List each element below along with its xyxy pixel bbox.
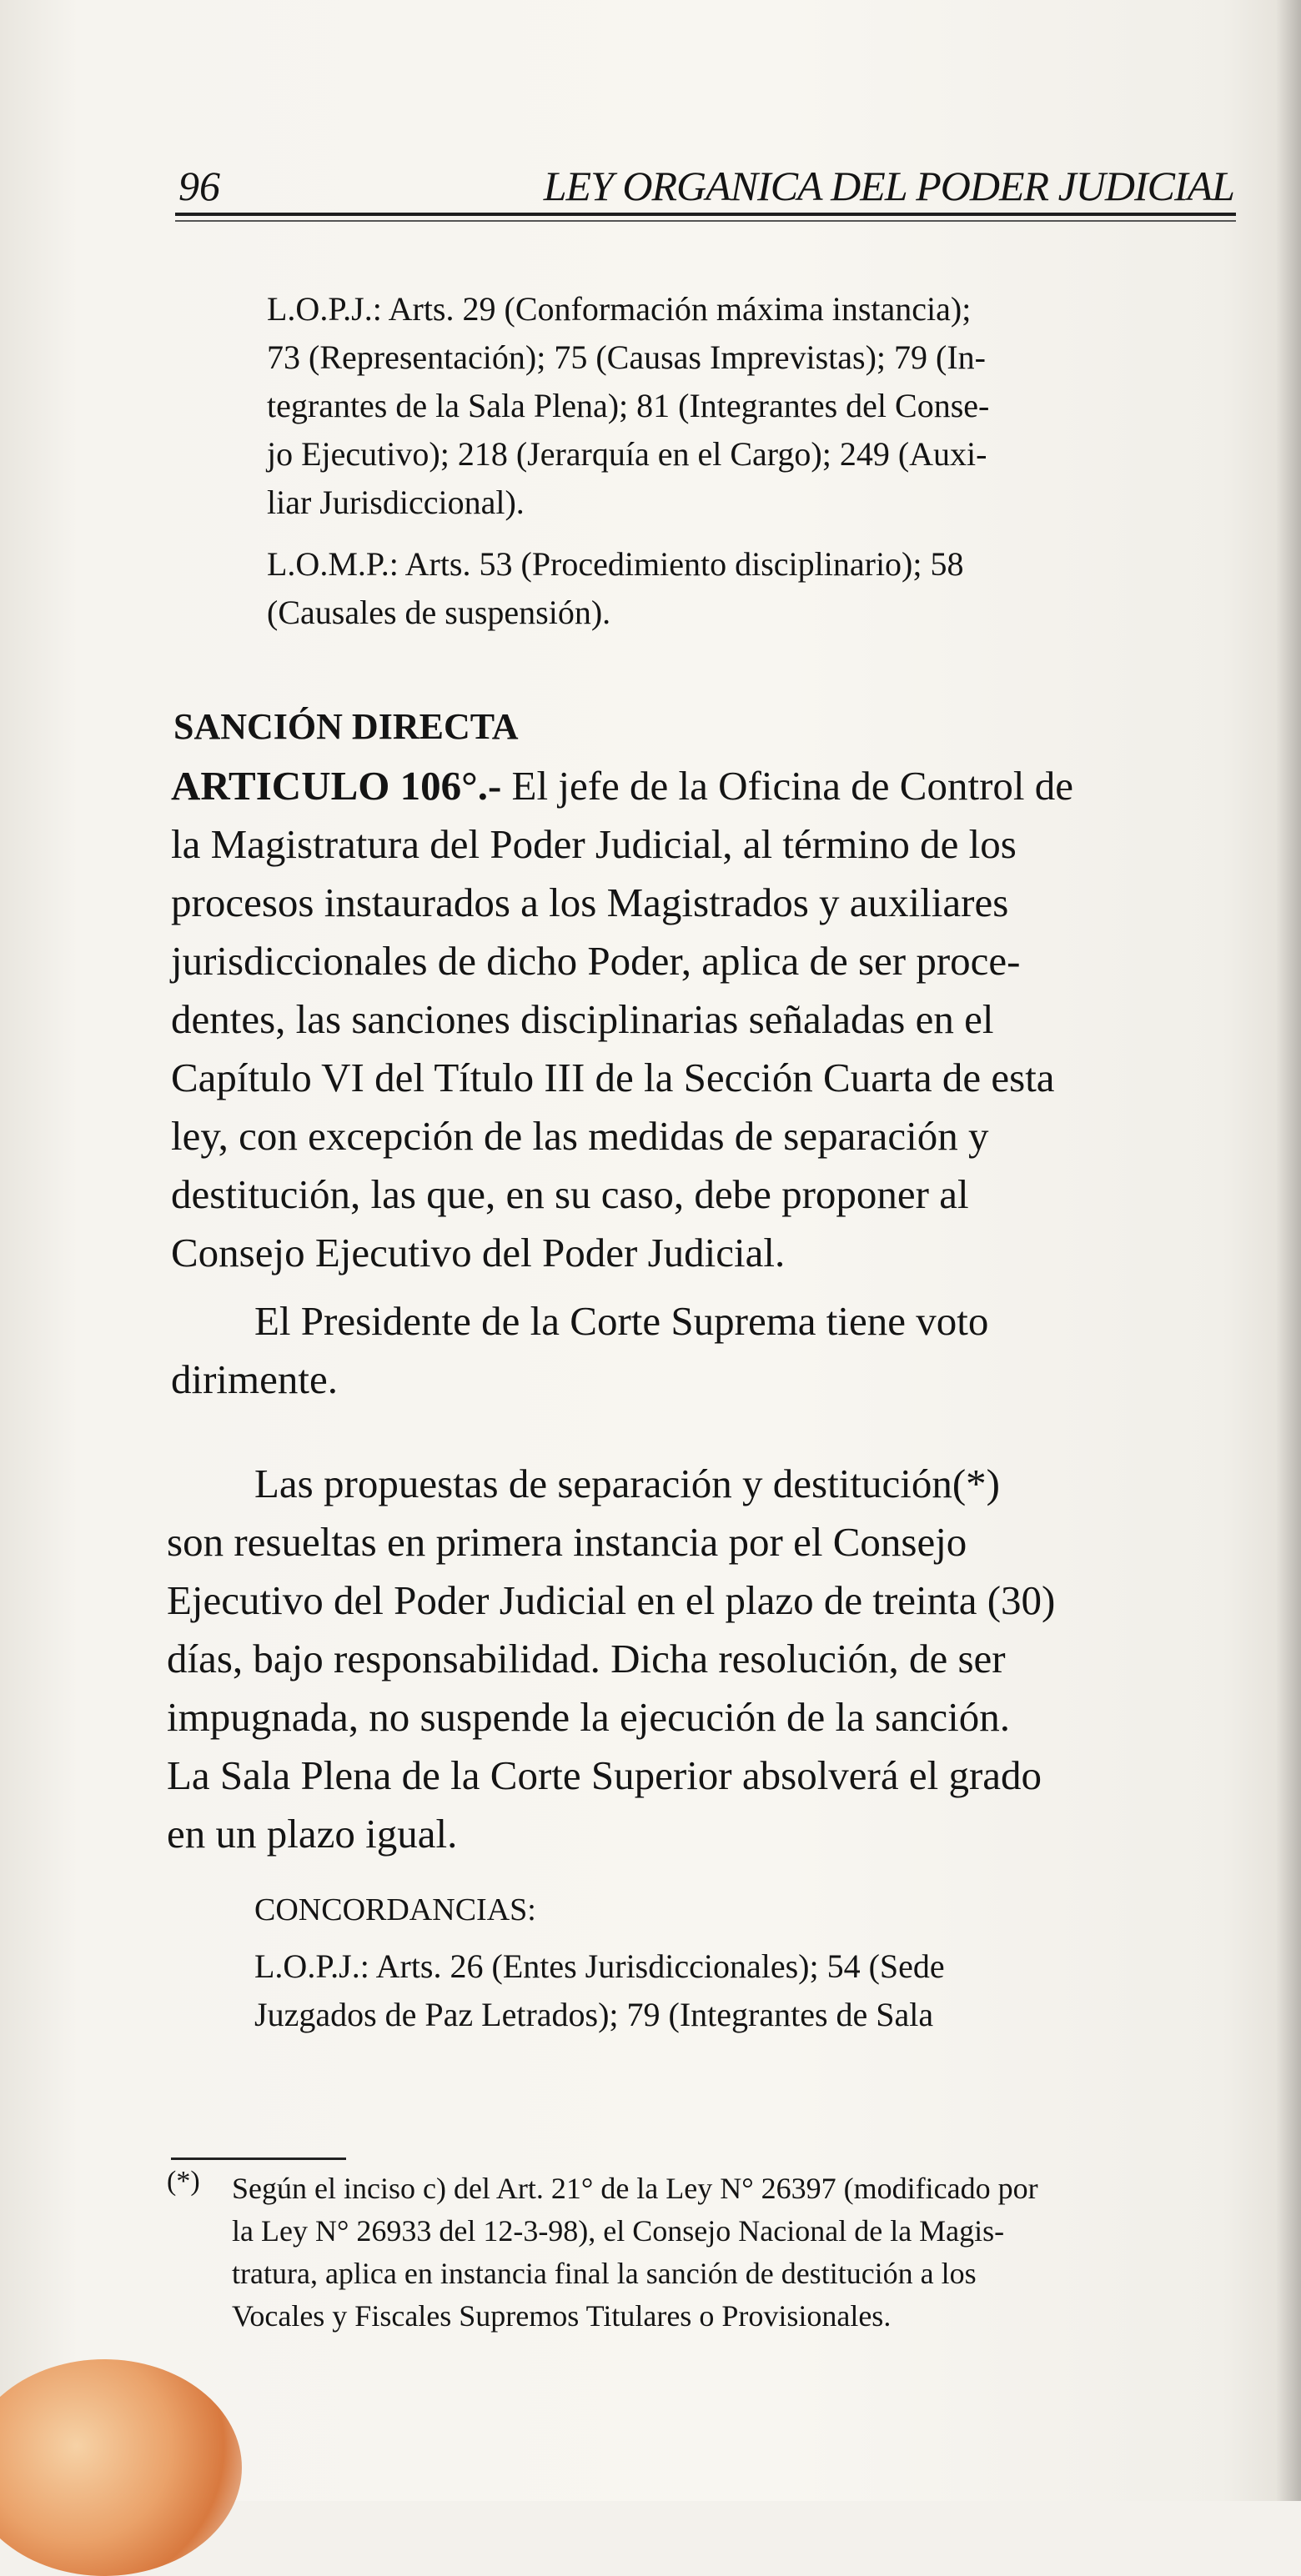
article-first-line <box>171 757 1243 815</box>
concordance-lopj-top <box>267 285 1226 527</box>
text-line: Vocales y Fiscales Supremos Titulares o Provisionales. <box>232 2299 892 2333</box>
text-line: la Ley N° 26933 del 12-3-98), el Consejo Nacional de la Magis- <box>232 2214 1005 2248</box>
text-line: Capítulo VI del Título III de la Sección Cuarta de esta <box>171 1055 1055 1100</box>
text-line: Ejecutivo del Poder Judicial en el plazo de treinta (30) <box>167 1577 1056 1623</box>
text-line: Juzgados de Paz Letrados); 79 (Integrantes de Sala <box>254 1996 934 2033</box>
footnote-text <box>232 2168 1228 2338</box>
article-label: ARTICULO 106°.- <box>171 763 502 809</box>
text-line: dirimente. <box>171 1356 339 1402</box>
page-edge-shadow <box>1276 0 1301 2501</box>
text-line: L.O.P.J.: Arts. 26 (Entes Jurisdiccionales); 54 (Sede <box>254 1947 945 1985</box>
section-heading: SANCIÓN DIRECTA <box>173 706 519 747</box>
paragraph-propuestas <box>167 1455 1243 1863</box>
text-line: Las propuestas de separación y destitución(*) <box>254 1461 1000 1506</box>
footnote-marker: (*) <box>167 2166 200 2197</box>
text-line: tegrantes de la Sala Plena); 81 (Integrantes del Conse- <box>267 387 990 424</box>
text-line: jo Ejecutivo); 218 (Jerarquía en el Cargo); 249 (Auxi- <box>267 435 987 473</box>
concordance-lomp-top <box>267 540 1226 637</box>
text-line: son resueltas en primera instancia por el Consejo <box>167 1519 967 1565</box>
article-body <box>171 757 1243 1282</box>
page-number: 96 <box>178 163 220 209</box>
text-line: (Causales de suspensión). <box>267 594 611 631</box>
text-line: ley, con excepción de las medidas de separación y <box>171 1113 989 1159</box>
text-line: impugnada, no suspende la ejecución de la sanción. <box>167 1694 1010 1740</box>
header-rule <box>175 213 1236 216</box>
text-line: jurisdiccionales de dicho Poder, aplica de ser proce- <box>171 938 1021 984</box>
text-line: Consejo Ejecutivo del Poder Judicial. <box>171 1230 786 1275</box>
text-line: La Sala Plena de la Corte Superior absolverá el grado <box>167 1752 1042 1798</box>
text-line: L.O.M.P.: Arts. 53 (Procedimiento disciplinario); 58 <box>267 545 964 583</box>
text-line: liar Jurisdiccional). <box>267 484 525 521</box>
text-line: Según el inciso c) del Art. 21° de la Ley N° 26397 (modificado por <box>232 2172 1038 2205</box>
running-header <box>175 157 1234 215</box>
text-line: El Presidente de la Corte Suprema tiene voto <box>254 1298 989 1344</box>
text-line: la Magistratura del Poder Judicial, al término de los <box>171 821 1017 867</box>
paragraph-presidente <box>171 1292 1243 1409</box>
text-line: tratura, aplica en instancia final la sanción de destitución a los <box>232 2257 977 2290</box>
text-line: días, bajo responsabilidad. Dicha resolución, de ser <box>167 1636 1006 1681</box>
text-line: en un plazo igual. <box>167 1811 458 1857</box>
concordancias-label: CONCORDANCIAS: <box>254 1892 536 1927</box>
footnote-rule <box>171 2158 346 2160</box>
article-first-line-text: El jefe de la Oficina de Control de <box>501 763 1074 809</box>
header-rule-thin <box>175 220 1236 222</box>
text-line: destitución, las que, en su caso, debe proponer al <box>171 1171 969 1217</box>
text-line: 73 (Representación); 75 (Causas Imprevistas); 79 (In- <box>267 338 986 376</box>
text-line: L.O.P.J.: Arts. 29 (Conformación máxima instancia); <box>267 290 972 328</box>
text-line: procesos instaurados a los Magistrados y auxiliares <box>171 880 1009 925</box>
concordance-lopj-bottom <box>254 1942 1226 2039</box>
text-line: dentes, las sanciones disciplinarias señaladas en el <box>171 996 994 1042</box>
running-title: LEY ORGANICA DEL PODER JUDICIAL <box>543 163 1234 209</box>
